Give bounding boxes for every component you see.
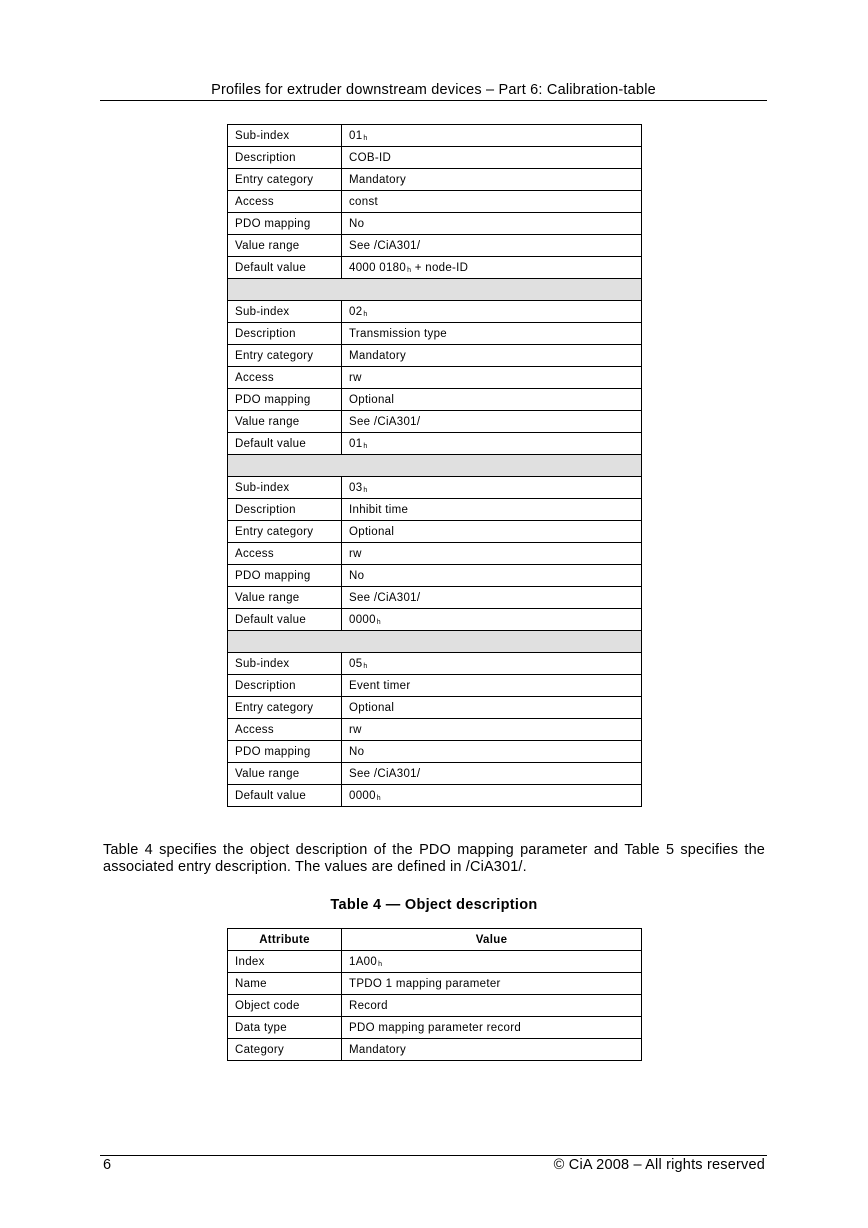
table-caption: Table 4 — Object description	[330, 897, 538, 913]
row-label: Value range	[228, 235, 342, 257]
value-text: Optional	[349, 393, 395, 406]
hex-suffix: h	[363, 662, 368, 670]
row-value	[342, 433, 642, 455]
table-row	[228, 587, 642, 609]
table-row	[228, 973, 642, 995]
row-value	[342, 675, 642, 697]
table-row	[228, 191, 642, 213]
table-row	[228, 763, 642, 785]
row-value	[342, 697, 642, 719]
row-label: Sub-index	[228, 653, 342, 675]
table-row	[228, 609, 642, 631]
value-text: 02	[349, 305, 363, 318]
row-value	[342, 565, 642, 587]
table-row	[228, 147, 642, 169]
row-label: Value range	[228, 587, 342, 609]
table-header-row	[228, 929, 642, 951]
value-text: 03	[349, 481, 363, 494]
row-label: Description	[228, 147, 342, 169]
value-text: Mandatory	[349, 1043, 407, 1056]
table-row	[228, 301, 642, 323]
row-value	[342, 169, 642, 191]
page-header: Profiles for extruder downstream devices – Part 6: Calibration-table	[211, 82, 656, 98]
table-row	[228, 323, 642, 345]
row-value	[342, 345, 642, 367]
row-value	[342, 213, 642, 235]
object-description-table	[227, 928, 642, 1061]
row-value	[342, 235, 642, 257]
row-label: Sub-index	[228, 477, 342, 499]
row-label: Sub-index	[228, 301, 342, 323]
body-paragraph: Table 4 specifies the object description of the PDO mapping parameter and Table 5 specifies the associated entry description. The values are defined in /CiA301/.	[103, 842, 765, 875]
row-value	[342, 147, 642, 169]
value-text: 05	[349, 657, 363, 670]
row-label: Index	[228, 951, 342, 973]
table-row	[228, 235, 642, 257]
row-label: Default value	[228, 785, 342, 807]
row-value	[342, 191, 642, 213]
separator-cell	[228, 279, 642, 301]
row-value	[342, 323, 642, 345]
header-divider	[100, 100, 767, 101]
table-row	[228, 951, 642, 973]
value-text: 0000	[349, 789, 376, 802]
row-label: Default value	[228, 609, 342, 631]
row-label: PDO mapping	[228, 565, 342, 587]
row-label: Default value	[228, 257, 342, 279]
row-label: Object code	[228, 995, 342, 1017]
table-row	[228, 433, 642, 455]
value-text: Transmission type	[349, 327, 447, 340]
row-label: Entry category	[228, 521, 342, 543]
table-row	[228, 389, 642, 411]
table-row	[228, 521, 642, 543]
row-value	[342, 301, 642, 323]
group-separator-row	[228, 279, 642, 301]
value-text: TPDO 1 mapping parameter	[349, 977, 501, 990]
table-row	[228, 719, 642, 741]
row-value	[342, 389, 642, 411]
table-row	[228, 1039, 642, 1061]
table-row	[228, 1017, 642, 1039]
row-value	[342, 499, 642, 521]
table-row	[228, 477, 642, 499]
table-row	[228, 697, 642, 719]
hex-suffix: h	[363, 442, 368, 450]
value-text: 4000 0180	[349, 261, 407, 274]
table-row	[228, 995, 642, 1017]
entry-description-table	[227, 124, 642, 807]
table-row	[228, 257, 642, 279]
value-text: No	[349, 569, 365, 582]
value-text: Inhibit time	[349, 503, 409, 516]
row-value	[342, 785, 642, 807]
row-label: Category	[228, 1039, 342, 1061]
value-text: See /CiA301/	[349, 767, 421, 780]
row-label: PDO mapping	[228, 389, 342, 411]
hex-suffix: h	[376, 618, 381, 626]
hex-suffix: h	[376, 794, 381, 802]
row-label: Sub-index	[228, 125, 342, 147]
table-row	[228, 169, 642, 191]
row-value	[342, 609, 642, 631]
row-label: Description	[228, 323, 342, 345]
table-row	[228, 213, 642, 235]
row-value	[342, 543, 642, 565]
value-text: rw	[349, 723, 362, 736]
value-text: COB-ID	[349, 151, 392, 164]
row-value	[342, 367, 642, 389]
row-value	[342, 125, 642, 147]
value-text: Optional	[349, 701, 395, 714]
value-text: PDO mapping parameter record	[349, 1021, 522, 1034]
hex-suffix: h	[407, 266, 412, 274]
row-value	[342, 587, 642, 609]
page-number: 6	[103, 1157, 112, 1173]
value-text: Mandatory	[349, 349, 407, 362]
row-label: Access	[228, 367, 342, 389]
value-suffix: + node-ID	[411, 261, 469, 274]
column-header-value: Value	[342, 929, 642, 951]
hex-suffix: h	[363, 486, 368, 494]
separator-cell	[228, 631, 642, 653]
table-row	[228, 411, 642, 433]
row-label: Access	[228, 191, 342, 213]
row-value	[342, 653, 642, 675]
value-text: rw	[349, 371, 362, 384]
table-row	[228, 367, 642, 389]
row-label: Description	[228, 675, 342, 697]
row-value	[342, 995, 642, 1017]
row-value	[342, 521, 642, 543]
hex-suffix: h	[378, 960, 383, 968]
value-text: See /CiA301/	[349, 239, 421, 252]
row-label: Entry category	[228, 697, 342, 719]
group-separator-row	[228, 631, 642, 653]
table-row	[228, 499, 642, 521]
table-row	[228, 543, 642, 565]
row-value	[342, 411, 642, 433]
row-label: PDO mapping	[228, 741, 342, 763]
hex-suffix: h	[363, 310, 368, 318]
footer-divider	[100, 1155, 767, 1156]
value-text: Optional	[349, 525, 395, 538]
value-text: const	[349, 195, 378, 208]
value-text: Event timer	[349, 679, 411, 692]
value-text: 01	[349, 129, 363, 142]
value-text: Mandatory	[349, 173, 407, 186]
row-label: Entry category	[228, 345, 342, 367]
table-row	[228, 675, 642, 697]
column-header-attribute: Attribute	[228, 929, 342, 951]
table-row	[228, 565, 642, 587]
row-value	[342, 719, 642, 741]
row-label: PDO mapping	[228, 213, 342, 235]
row-label: Value range	[228, 411, 342, 433]
row-value	[342, 763, 642, 785]
value-text: 0000	[349, 613, 376, 626]
row-label: Name	[228, 973, 342, 995]
hex-suffix: h	[363, 134, 368, 142]
value-text: 01	[349, 437, 363, 450]
table-row	[228, 653, 642, 675]
row-value	[342, 973, 642, 995]
table-row	[228, 125, 642, 147]
row-value	[342, 477, 642, 499]
separator-cell	[228, 455, 642, 477]
row-label: Access	[228, 543, 342, 565]
value-text: 1A00	[349, 955, 378, 968]
value-text: No	[349, 217, 365, 230]
row-label: Entry category	[228, 169, 342, 191]
row-label: Default value	[228, 433, 342, 455]
row-value	[342, 257, 642, 279]
row-value	[342, 951, 642, 973]
value-text: See /CiA301/	[349, 415, 421, 428]
value-text: See /CiA301/	[349, 591, 421, 604]
table-row	[228, 741, 642, 763]
copyright-notice: © CiA 2008 – All rights reserved	[553, 1157, 765, 1173]
row-label: Data type	[228, 1017, 342, 1039]
value-text: No	[349, 745, 365, 758]
row-value	[342, 1017, 642, 1039]
table-row	[228, 785, 642, 807]
row-label: Access	[228, 719, 342, 741]
group-separator-row	[228, 455, 642, 477]
value-text: rw	[349, 547, 362, 560]
row-value	[342, 1039, 642, 1061]
row-label: Value range	[228, 763, 342, 785]
row-label: Description	[228, 499, 342, 521]
row-value	[342, 741, 642, 763]
value-text: Record	[349, 999, 388, 1012]
table-row	[228, 345, 642, 367]
